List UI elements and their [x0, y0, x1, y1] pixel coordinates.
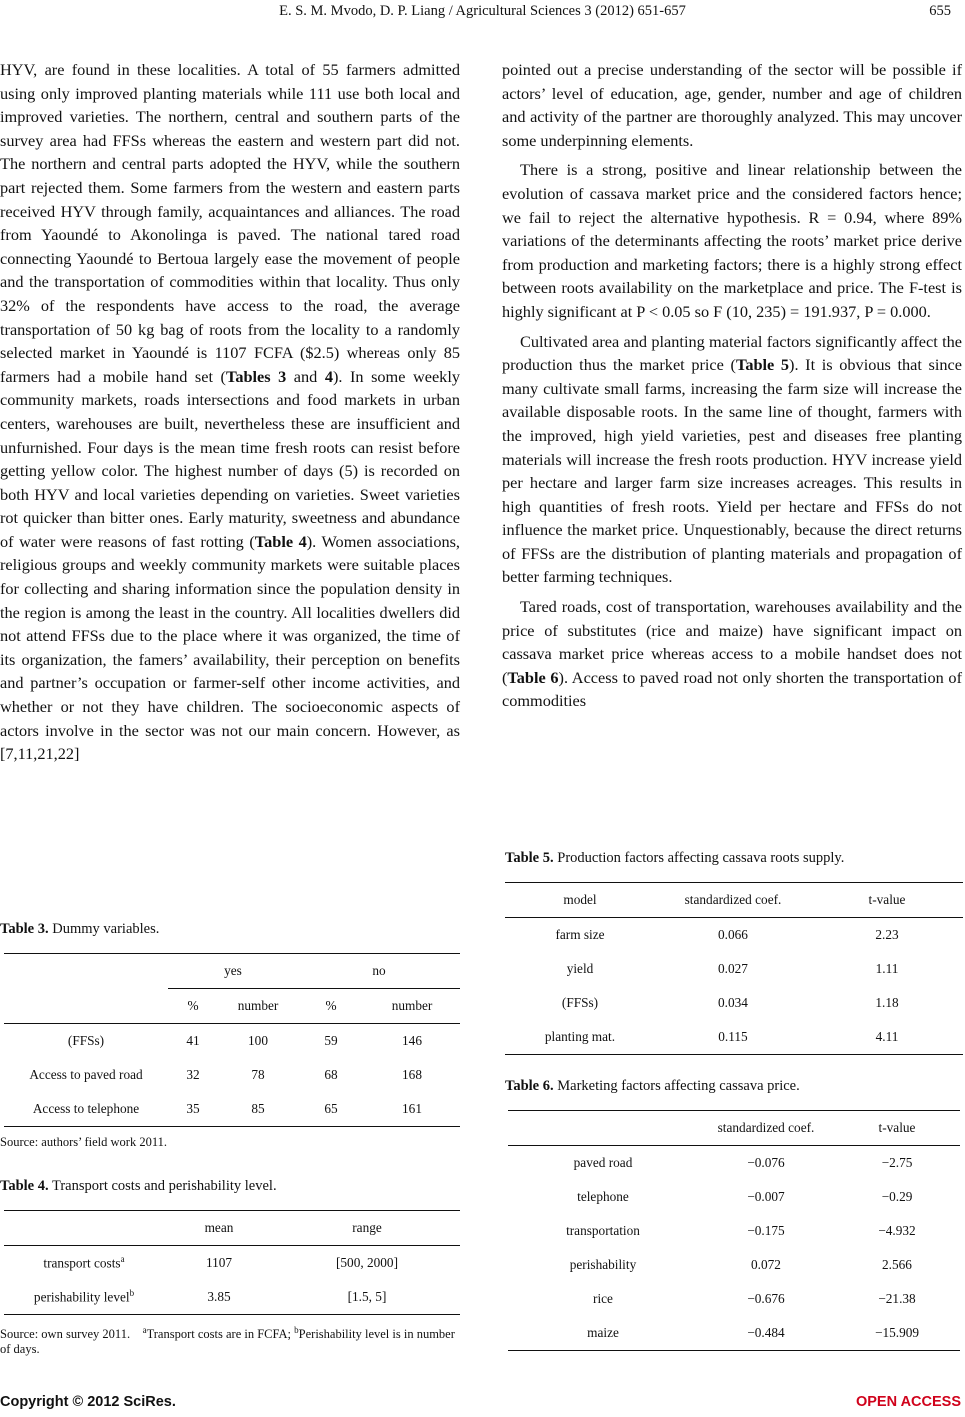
table-reference[interactable]: Table 4	[254, 531, 307, 551]
table-row: telephone −0.007 −0.29	[577, 1189, 913, 1204]
table-3-grid	[4, 953, 460, 1127]
column-header: mean	[164, 1211, 274, 1246]
open-access-label[interactable]: OPEN ACCESS	[855, 1394, 961, 1410]
table-row: (FFSs) 0.034 1.18	[561, 995, 899, 1010]
group-header-no: no	[298, 954, 460, 989]
table-6-caption: Table 6. Marketing factors affecting cassava price.	[505, 1078, 800, 1094]
table-6-grid	[508, 1110, 960, 1351]
group-header-yes: yes	[168, 954, 298, 989]
column-header: range	[274, 1211, 460, 1246]
table-row: transport costs$^a$ 1107 [500, 2000]	[43, 1254, 399, 1271]
right-paragraph: There is a strong, positive and linear relationship between the evolution of cassava market price and the considered factors hence; we fail to reject the alternative hypothesis. R = 0.94, where 89% variations of the determinants affecting the roots’ market price derive from production and marketing factors; there is a highly strong effect between roots availability on the marketplace and price. The F-test is highly significant at P < 0.05 so F (10, 235) = 191.937, P = 0.000.	[502, 160, 962, 321]
table-3-caption: Table 3. Dummy variables.	[0, 921, 160, 937]
table-row: transportation −0.175 −4.932	[566, 1223, 916, 1238]
column-header: t-value	[834, 1111, 960, 1146]
table-row: paved road −0.076 −2.75	[573, 1155, 913, 1170]
table-4-grid	[4, 1210, 460, 1315]
table-row: Access to paved road 32 78 68 168	[29, 1067, 422, 1082]
table-row: maize −0.484 −15.909	[508, 1316, 960, 1351]
table-row: perishability 0.072 2.566	[569, 1257, 912, 1272]
column-header: standardized coef.	[655, 883, 811, 918]
table-reference[interactable]: Table 6	[507, 667, 559, 687]
table-3-source: Source: authors’ field work 2011.	[0, 1135, 167, 1149]
table-5-grid	[505, 882, 963, 1055]
left-column	[0, 58, 460, 766]
table-6	[505, 1077, 965, 1351]
table-5	[505, 849, 965, 1055]
page-number: 655	[929, 3, 951, 19]
column-header: number	[218, 989, 298, 1024]
column-header: number	[364, 989, 460, 1024]
column-header: standardized coef.	[698, 1111, 834, 1146]
column-header	[508, 1111, 698, 1146]
table-row: (FFSs) 41 100 59 146	[67, 1033, 422, 1048]
table-5-caption: Table 5. Production factors affecting cassava roots supply.	[505, 850, 845, 866]
right-paragraph: Cultivated area and planting material factors significantly affect the production thus the market price (Table 5). It is obvious that since many cultivate small farms, increasing the farm size will increase the available disposable roots. In the same line of thought, farmers with the improved, high yield varieties, pest and diseases free planting materials will increase the fresh roots production. HYV increase yield per hectare and larger farm size increases acreages. This results in high quantities of fresh roots. Yield per hectare and FFSs do not influence the market price. Unquestionably, because the direct returns of FFSs are the distribution of planting materials and propagation of better farming techniques.	[502, 331, 962, 587]
table-reference[interactable]: Table 5	[735, 355, 790, 375]
table-row: perishability level$^b$ 3.85 [1.5, 5]	[4, 1280, 460, 1315]
left-paragraph: HYV, are found in these localities. A total of 55 farmers admitted using only improved planting materials while 111 use both local and improved varieties. The northern, central and southern parts of the survey area had FFSs whereas the eastern and western part did not. The northern and central parts adopted the HYV, while the southern part rejected them. Some farmers from the western and eastern parts received HYV through family, acquaintances and alliances. The road from Yaoundé to Akonolinga is paved. The national tared road connecting Yaoundé to Bertoua largely ease the movement of people and the transportation of commodities within that locality. Thus only 32% of the respondents have access to the road, the average transportation of 50 kg bag of roots from the locality to a randomly selected market in Yaoundé is 1107 FCFA ($2.5) whereas only 85 farmers had a mobile hand set (Tables 3 and 4). In some weekly community markets, roads intersections and food markets in urban centers, warehouses are built, nevertheless these are insufficient and unfurnished. Four days is the mean time fresh roots can resist before getting yellow color. The highest number of days (5) is recorded on both HYV and local varieties depending on varieties. Sweet varieties rot quicker than bitter ones. Early maturity, sweetness and abundance of water were reasons of fast rotting (Table 4). Women associations, religious groups and weekly community markets were suitable places for collecting and sharing information since the population density in the region is among the least in the country. All localities dwellers did not attend FFSs due to the place where it was organized, the time of its organization, the famers’ availability, their perception on benefits and partner’s occupation or farmer-self other income activities, and whether or not they have children. The socioeconomic aspects of actors involve in the sector was not our main concern. However, as [7,11,21,22]	[0, 60, 461, 764]
column-header: %	[298, 989, 364, 1024]
column-header: t-value	[811, 883, 963, 918]
table-3	[0, 920, 460, 1150]
running-header	[0, 0, 965, 22]
right-paragraph: Tared roads, cost of transportation, warehouses availability and the price of substitutes (rice and maize) have significant impact on cassava market price whereas access to a mobile handset does not (Table 6). Access to paved road not only shorten the transportation of commodities	[502, 597, 962, 711]
table-row: yield 0.027 1.11	[566, 961, 899, 976]
table-row: farm size 0.066 2.23	[555, 927, 899, 942]
table-reference[interactable]: Tables 3	[225, 366, 287, 386]
table-row: rice −0.676 −21.38	[593, 1291, 916, 1306]
table-row: planting mat. 0.115 4.11	[505, 1020, 963, 1055]
column-header: %	[168, 989, 218, 1024]
copyright-notice: Copyright © 2012 SciRes.	[0, 1394, 176, 1410]
table-4-caption: Table 4. Transport costs and perishability level.	[0, 1178, 277, 1194]
table-4-notes: Source: own survey 2011. $^a$Transport costs are in FCFA; $^b$Perishability level is in number of days.	[0, 1325, 455, 1357]
header-citation: E. S. M. Mvodo, D. P. Liang / Agricultural Sciences 3 (2012) 651-657	[279, 3, 686, 19]
column-header: model	[505, 883, 655, 918]
table-4	[0, 1177, 462, 1357]
right-paragraph: pointed out a precise understanding of the sector will be possible if actors’ level of education, age, gender, number and age of children and activity of the partner are thoroughly analyzed. This may uncover some underpinning elements.	[502, 60, 962, 150]
table-row: Access to telephone 35 85 65 161	[4, 1092, 460, 1127]
table-reference[interactable]: 4	[324, 366, 333, 386]
right-column	[502, 58, 962, 713]
